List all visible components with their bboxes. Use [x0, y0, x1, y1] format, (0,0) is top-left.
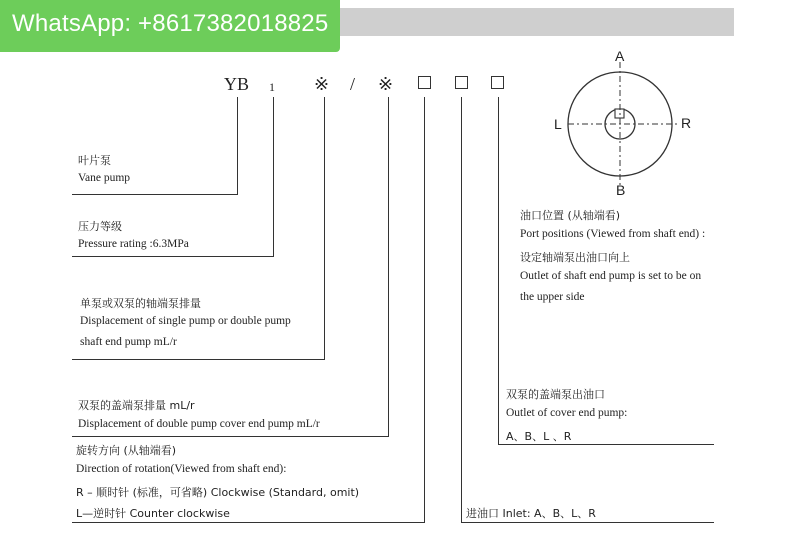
code-prefix: YB — [224, 74, 250, 94]
code-sub: 1 — [269, 80, 275, 94]
rotation-cn: 旋转方向 (从轴端看) — [76, 444, 177, 457]
label-b: B — [616, 182, 626, 198]
header-bar — [340, 8, 734, 36]
code-box-1 — [418, 76, 431, 89]
leader-disp-v — [324, 97, 325, 360]
leader-pressure-h — [72, 256, 274, 257]
label-l: L — [554, 116, 562, 132]
outlet-options: A、B、L 、R — [506, 430, 572, 443]
leader-vane-v — [237, 97, 238, 195]
leader-inlet-v — [461, 97, 462, 523]
leader-disp-h — [72, 359, 325, 360]
inlet-options: 进油口 Inlet: A、B、L、R — [466, 507, 596, 520]
code-mark-1: ※ — [314, 74, 330, 94]
code-box-2 — [455, 76, 468, 89]
leader-outlet-v — [498, 97, 499, 445]
rotation-r: R – 顺时针 (标准，可省略) Clockwise (Standard, omit) — [76, 486, 360, 499]
displacement-cn: 单泵或双泵的轴端泵排量 — [80, 297, 201, 310]
outlet-cover-en: Outlet of cover end pump: — [506, 407, 628, 419]
leader-cover-v — [388, 97, 389, 437]
displacement-en-1: Displacement of single pump or double pump — [80, 315, 291, 327]
rotation-en: Direction of rotation(Viewed from shaft end): — [76, 463, 287, 475]
port-position-en: Port positions (Viewed from shaft end) : — [520, 228, 706, 240]
displacement-en-2: shaft end pump mL/r — [80, 336, 177, 348]
port-set-cn: 设定轴端泵出油口向上 — [520, 251, 630, 264]
vane-pump-cn: 叶片泵 — [78, 154, 111, 167]
pressure-en: Pressure rating :6.3MPa — [78, 238, 189, 250]
label-a: A — [615, 48, 625, 64]
port-note-1: Outlet of shaft end pump is set to be on — [520, 270, 702, 282]
port-position-cn: 油口位置 (从轴端看) — [520, 209, 621, 222]
leader-outlet-h — [498, 444, 714, 445]
code-mark-2: ※ — [378, 74, 394, 94]
whatsapp-number: WhatsApp: +8617382018825 — [12, 10, 329, 37]
code-box-3 — [491, 76, 504, 89]
leader-rot-v — [424, 97, 425, 523]
port-note-2: the upper side — [520, 291, 585, 303]
cover-displacement-en: Displacement of double pump cover end pump mL/r — [78, 418, 320, 430]
pressure-cn: 压力等级 — [78, 220, 122, 233]
leader-rot-h — [72, 522, 425, 523]
leader-vane-h — [72, 194, 238, 195]
vane-pump-en: Vane pump — [78, 172, 131, 184]
rotation-l: L—逆时针 Counter clockwise — [76, 507, 230, 520]
leader-inlet-h — [461, 522, 714, 523]
leader-pressure-v — [273, 97, 274, 257]
port-position-diagram — [540, 40, 710, 205]
whatsapp-badge — [0, 0, 340, 52]
cover-displacement-cn: 双泵的盖端泵排量 mL/r — [78, 399, 195, 412]
code-slash: / — [350, 74, 356, 94]
label-r: R — [681, 115, 692, 131]
outlet-cover-cn: 双泵的盖端泵出油口 — [506, 388, 605, 401]
leader-cover-h — [72, 436, 389, 437]
